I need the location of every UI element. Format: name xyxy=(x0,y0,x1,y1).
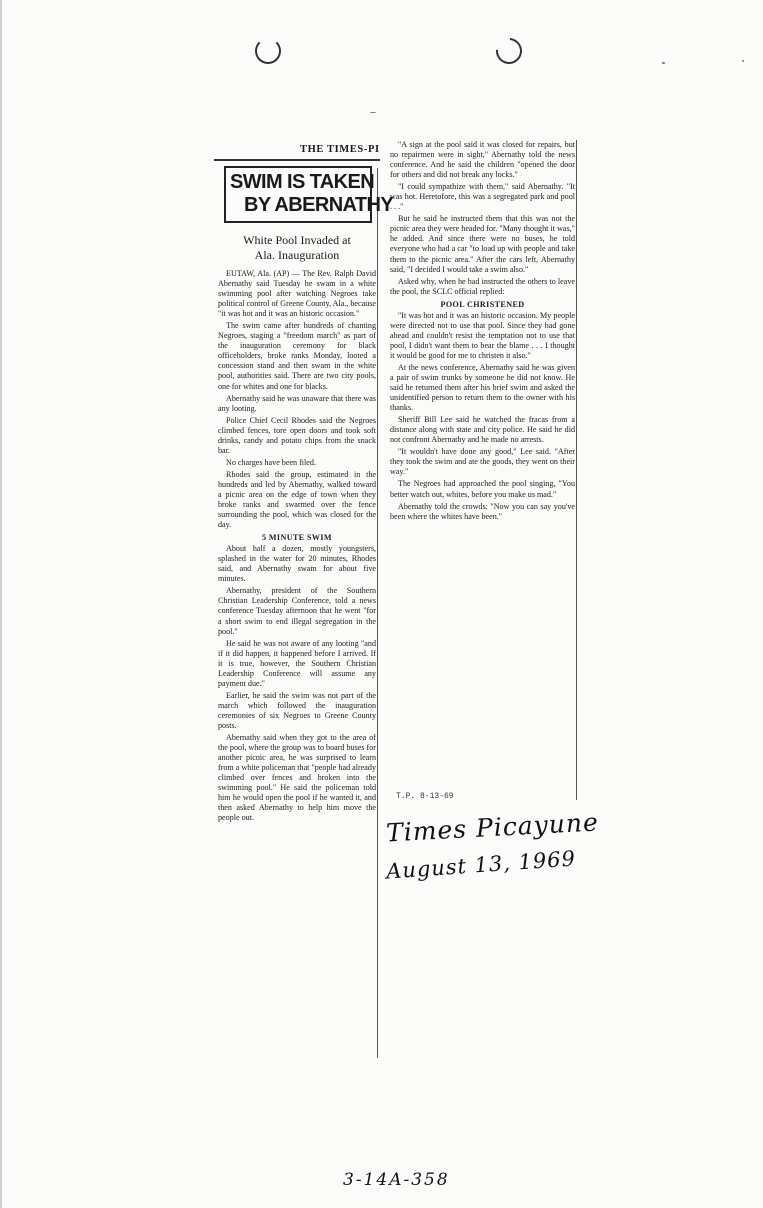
article-column-2 xyxy=(390,140,575,524)
punch-hole-right xyxy=(491,33,528,70)
article-column-1 xyxy=(218,166,394,825)
paragraph: At the news conference, Abernathy said he was given a pair of swim trunks by someone he did not know. He said he returned them after his brief swim and asked the unidentified person to return them to the owner with his thanks. xyxy=(390,362,575,413)
punch-hole-left xyxy=(255,38,281,64)
paragraph: "I could sympathize with them," said Abernathy. "It was hot. Heretofore, this was a segregated park and pool . . ." xyxy=(390,182,575,212)
column-rule xyxy=(576,140,577,800)
deck-line-1: White Pool Invaded at xyxy=(243,233,351,247)
headline-line-1: SWIM IS TAKEN xyxy=(230,171,375,193)
paragraph: "It was hot and it was an historic occasion. My people were directed not to use that pool. Since they had gone ahead and couldn't resist the temptation not to use that pool, I didn't want them to bear the blame . . . I thought it would be good for me to christen it also." xyxy=(390,310,575,360)
scan-edge xyxy=(0,0,2,1208)
headline xyxy=(224,166,394,223)
paragraph: Police Chief Cecil Rhodes said the Negroes climbed fences, tore open doors and took soft drinks, candy and potato chips from the snack bar. xyxy=(218,415,376,455)
handwritten-publication: Times Picayune xyxy=(385,807,600,848)
scan-speck xyxy=(662,62,665,64)
scan-speck xyxy=(742,60,744,62)
paragraph: "A sign at the pool said it was closed for repairs, but no repairmen were in sight," Abernathy told the news conference. And he said the children "opened the door for others and did not break any locks." xyxy=(390,140,575,180)
handwritten-date: August 13, 1969 xyxy=(385,846,577,884)
paragraph: The Negroes had approached the pool singing, "You better watch out, whites, before you make us mad." xyxy=(390,479,575,499)
section-subhead: POOL CHRISTENED xyxy=(440,299,525,309)
paragraph: EUTAW, Ala. (AP) — The Rev. Ralph David Abernathy said Tuesday he swam in a white swimming pool after watching Negroes take political control of Greene County, Ala., because "it was hot and it was an historic occasion." xyxy=(218,269,376,319)
subheadline xyxy=(218,233,376,263)
paragraph: Rhodes said the group, estimated in the hundreds and led by Abernathy, walked toward a picnic area on the edge of town when they broke ranks and swarmed over the fence surrounding the pool, which was closed for the day. xyxy=(218,469,376,530)
masthead-rule xyxy=(214,159,380,161)
paragraph: Abernathy said he was unaware that there was any looting. xyxy=(218,393,376,413)
deck-line-2: Ala. Inauguration xyxy=(254,248,340,262)
masthead: THE TIMES-PI xyxy=(300,144,380,155)
paragraph: Asked why, when he had instructed the others to leave the pool, the SCLC official replied: xyxy=(390,276,575,296)
paragraph: Earlier, he said the swim was not part of the march which followed the inauguration ceremonies of six Negroes to Greene County posts. xyxy=(218,690,376,730)
paragraph: The swim came after hundreds of chanting Negroes, staging a "freedom march" as part of the inauguration ceremony for black officeholders, broke ranks Monday, looted a concession stand and then swam in the white pool, authorities said. There are two city pools, one for whites and one for blacks. xyxy=(218,321,376,391)
paragraph: Abernathy told the crowds: "Now you can say you've been where the whites have been." xyxy=(390,501,575,521)
paragraph: "It wouldn't have done any good," Lee said. "After they took the swim and ate the goods, they went on their way." xyxy=(390,447,575,477)
headline-line-2: BY ABERNATHY xyxy=(244,194,394,216)
paragraph: Abernathy, president of the Southern Christian Leadership Conference, told a news conference Tuesday afternoon that he went "for a short swim to end illegal segregation in the pool." xyxy=(218,586,376,636)
paragraph: About half a dozen, mostly youngsters, splashed in the water for 20 minutes, Rhodes said, and Abernathy swam for about five minutes. xyxy=(218,544,376,584)
paragraph: Sheriff Bill Lee said he watched the fracas from a distance along with state and city police. He said he did not confront Abernathy and he made no arrests. xyxy=(390,415,575,445)
clip-date-mark: T.P. 8-13-69 xyxy=(396,792,454,801)
paragraph: Abernathy said when they got to the area of the pool, where the group was to board buses for another picnic area, he was surprised to learn from a white policeman that "people had already climbed over fences and broken into the swimming pool." He said the policeman told him he would open the pool if he wanted it, and then asked Abernathy to help him move the people out. xyxy=(218,733,376,823)
paragraph: He said he was not aware of any looting "and if it did happen, it happened before I arrived. If it is true, however, the Southern Christian Leadership Conference will assume any payment due." xyxy=(218,638,376,688)
scan-speck xyxy=(370,112,376,113)
paragraph: No charges have been filed. xyxy=(226,457,316,467)
handwritten-file-number: 3-14A-358 xyxy=(343,1170,450,1190)
article-body xyxy=(218,269,376,823)
column-rule xyxy=(377,168,378,1058)
paragraph: But he said he instructed them that this was not the picnic area they were headed for. "Many thought it was," he added. And since there were no buses, he told everyone who had a car "to load up with people and take them to the picnic area." After the cars left, Abernathy said, "I decided I would take a swim also." xyxy=(390,214,575,274)
section-subhead: 5 MINUTE SWIM xyxy=(262,533,332,543)
